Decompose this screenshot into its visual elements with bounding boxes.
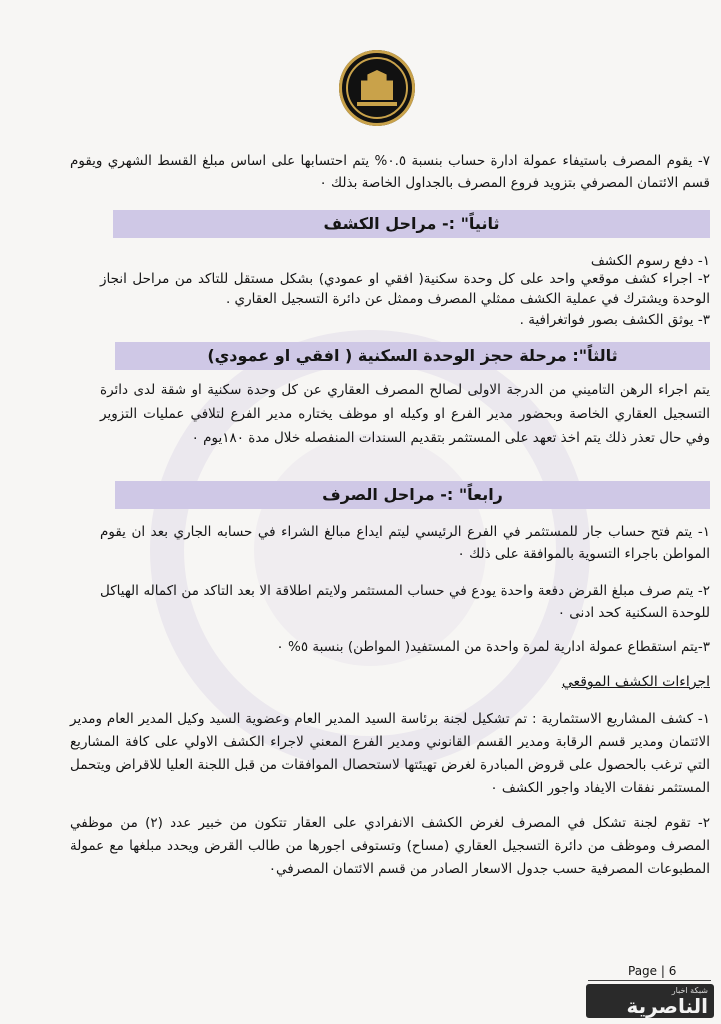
section-3-heading: ثالثاً": مرحلة حجز الوحدة السكنية ( افقي او عمودي) bbox=[115, 342, 710, 370]
section-4-item-1: ١- يتم فتح حساب جار للمستثمر في الفرع الرئيسي ليتم ايداع مبالغ الشراء في حسابه الجاري بعد ان يقوم المواطن باجراء التسوية بالموافقة على ذلك ٠ bbox=[100, 524, 710, 562]
section-3-paragraph: يتم اجراء الرهن التاميني من الدرجة الاولى لصالح المصرف العقاري عن كل وحدة سكنية او شقة لدى دائرة التسجيل العقاري الخاصة وبحضور مدير الفرع او وكيله او موظف يختاره مدير الفرع لتلافي عمليات التزوير وفي حال تعذر ذلك يتم اخذ تعهد على المستثمر بتقديم السندات المنفصله خلال مدة ١٨٠يوم ٠ bbox=[100, 382, 710, 446]
section-2-item-1: ١- دفع رسوم الكشف bbox=[590, 253, 710, 269]
section-4-item-3: ٣-يتم استقطاع عمولة ادارية لمرة واحدة من المستفيد( المواطن) بنسبة ٥% ٠ bbox=[276, 639, 710, 655]
section-2-heading: ثانياً" :- مراحل الكشف bbox=[113, 210, 710, 238]
section-4-item-2: ٢- يتم صرف مبلغ القرض دفعة واحدة يودع في حساب المستثمر ولايتم اطلاقة الا بعد التاكد من اكماله الهياكل للوحدة السكنية كحد ادنى ٠ bbox=[100, 583, 710, 621]
brand-tagline: شبكة اخبار bbox=[671, 986, 708, 995]
section-4-heading: رابعاً" :- مراحل الصرف bbox=[115, 481, 710, 509]
section-5-item-1: ١- كشف المشاريع الاستثمارية : تم تشكيل لجنة برئاسة السيد المدير العام وعضوية السيد وكيل المدير العام ومدير الائتمان ومدير قسم الرقابة ومدير القسم القانوني ومدير الفرع المعني لاجراء الكشف الاولي على كافة المشاريع التي ترغب بالحصول على قروض المبادرة لغرض تهيئتها لاستحصال الموافقات من قبل اللجنة العليا للاقراض ويتحمل المستثمر نفقات الايفاد واجور الكشف ٠ bbox=[70, 711, 710, 796]
brand-name: الناصرية bbox=[626, 994, 708, 1018]
section-2-item-2: ٢- اجراء كشف موقعي واحد على كل وحدة سكنية( افقي او عمودي) بشكل مستقل للتاكد من مراحل انجاز الوحدة ويشترك في عملية الكشف ممثلي المصرف وممثل عن دائرة التسجيل العقاري . bbox=[100, 271, 710, 307]
section-5-title: اجراءات الكشف الموقعي bbox=[561, 674, 710, 690]
section-2-item-3: ٣- يوثق الكشف بصور فواتغرافية . bbox=[519, 312, 710, 328]
section-5-item-2: ٢- تقوم لجنة تشكل في المصرف لغرض الكشف الانفرادي على العقار تتكون من خبير عدد (٢) من موظفي المصرف وموظف من دائرة التسجيل العقاري (مساح) وتستوفى اجورها من طالب القرض ويحدد مبلغها مع عمولة المطبوعات المصرفية حسب جدول الاسعار الصادر من قسم الائتمان المصرفي٠ bbox=[70, 815, 710, 877]
nasiriya-news-logo bbox=[586, 984, 714, 1018]
bank-emblem-icon bbox=[339, 50, 415, 126]
intro-item-7: ٧- يقوم المصرف باستيفاء عمولة ادارة حساب بنسبة ٠.٥% يتم احتسابها على اساس مبلغ القسط الشهري ويقوم قسم الائتمان المصرفي بتزويد فروع المصرف بالجداول الخاصة بذلك ٠ bbox=[70, 153, 711, 191]
page-number: Page | 6 bbox=[628, 964, 677, 978]
footer-divider bbox=[588, 980, 711, 981]
